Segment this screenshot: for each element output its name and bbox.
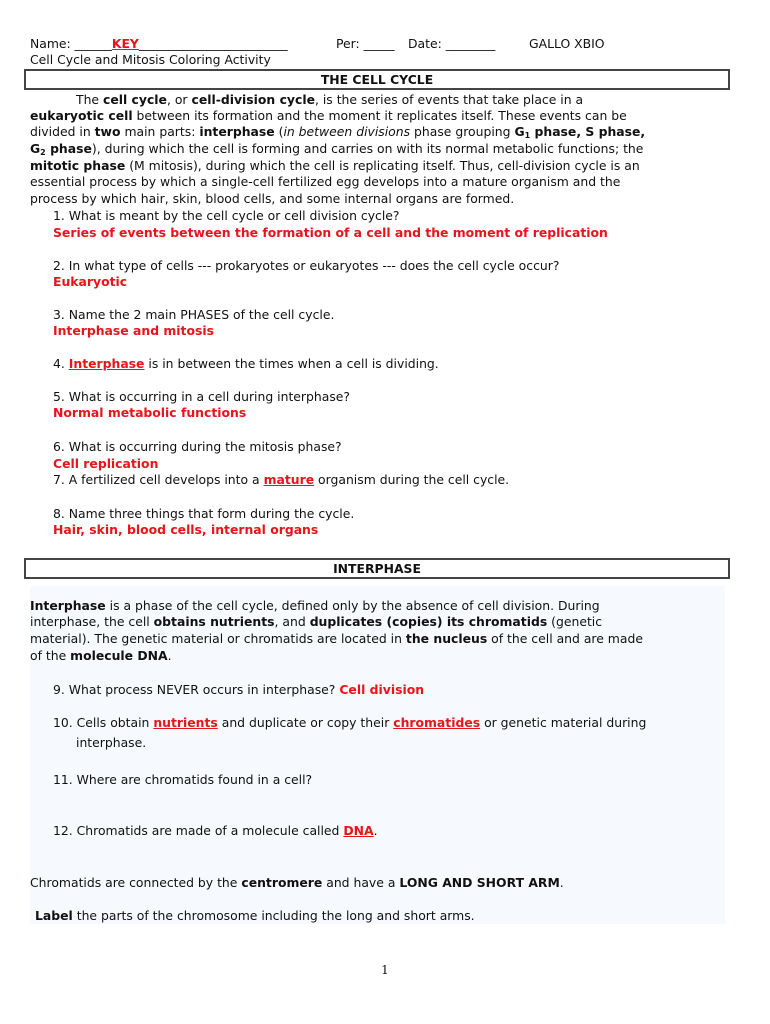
section-title-cell-cycle: THE CELL CYCLE: [24, 69, 730, 90]
intro-line-5: mitotic phase (M mitosis), during which the cell is replicating itself. Thus, cell-division cycle is an: [30, 158, 640, 173]
interphase-line-4: of the molecule DNA.: [30, 648, 172, 663]
question-6: 6. What is occurring during the mitosis phase?: [53, 439, 342, 454]
name-line: [30, 36, 288, 51]
interphase-line-2: interphase, the cell obtains nutrients, and duplicates (copies) its chromatids (genetic: [30, 614, 603, 629]
date-field: Date: ________: [408, 36, 496, 51]
question-5: 5. What is occurring in a cell during interphase?: [53, 389, 350, 404]
intro-line-7: process by which hair, skin, blood cells, and some internal organs are formed.: [30, 191, 515, 206]
interphase-line-1: Interphase is a phase of the cell cycle, defined only by the absence of cell division. During: [30, 598, 600, 613]
answer-4: Interphase: [68, 356, 145, 371]
name-label: Name: ______: [30, 36, 112, 51]
answer-8: Hair, skin, blood cells, internal organs: [53, 522, 319, 537]
centromere-statement: Chromatids are connected by the centromere and have a LONG AND SHORT ARM.: [30, 875, 564, 890]
intro-line-1: The cell cycle, or cell-division cycle, is the series of events that take place in a: [76, 92, 584, 107]
answer-9: Cell division: [339, 682, 425, 697]
question-11: 11. Where are chromatids found in a cell?: [53, 772, 313, 787]
answer-3: Interphase and mitosis: [53, 323, 214, 338]
answer-key-label: KEY: [111, 36, 139, 51]
page-number: 1: [381, 963, 389, 977]
question-2: 2. In what type of cells --- prokaryotes or eukaryotes --- does the cell cycle occur?: [53, 258, 560, 273]
course-name: GALLO XBIO: [529, 36, 605, 51]
question-10: 10. Cells obtain nutrients and duplicate or copy their chromatides or genetic material during: [53, 715, 647, 730]
intro-line-3: divided in two main parts: interphase (in between divisions phase grouping $G_1$ phase, S phase,: [30, 124, 646, 140]
question-4: 4. Interphase is in between the times when a cell is dividing.: [53, 356, 439, 371]
answer-6: Cell replication: [53, 456, 159, 471]
question-8: 8. Name three things that form during the cycle.: [53, 506, 355, 521]
label-instruction: Label the parts of the chromosome including the long and short arms.: [35, 908, 475, 923]
intro-line-6: essential process by which a single-cell fertilized egg develops into a mature organism and the: [30, 174, 621, 189]
intro-line-2: eukaryotic cell between its formation and the moment it replicates itself. These events can be: [30, 108, 627, 123]
question-9: 9. What process NEVER occurs in interphase? Cell division: [53, 682, 425, 697]
question-10-continued: interphase.: [76, 735, 147, 750]
answer-10a: nutrients: [153, 715, 218, 730]
section-title-interphase: INTERPHASE: [24, 558, 730, 579]
question-7: 7. A fertilized cell develops into a mature organism during the cell cycle.: [53, 472, 510, 487]
answer-7: mature: [263, 472, 315, 487]
name-blank: ________________________: [138, 36, 288, 51]
answer-5: Normal metabolic functions: [53, 405, 247, 420]
question-1: 1. What is meant by the cell cycle or cell division cycle?: [53, 208, 400, 223]
answer-12: DNA: [343, 823, 374, 838]
question-12: 12. Chromatids are made of a molecule called DNA.: [53, 823, 378, 838]
answer-2: Eukaryotic: [53, 274, 128, 289]
intro-line-4: $G_2$ phase), during which the cell is forming and carries on with its normal metabolic functions; the: [30, 141, 644, 157]
answer-1: Series of events between the formation of a cell and the moment of replication: [53, 225, 608, 240]
interphase-line-3: material). The genetic material or chromatids are located in the nucleus of the cell and are made: [30, 631, 643, 646]
question-3: 3. Name the 2 main PHASES of the cell cycle.: [53, 307, 335, 322]
period-field: Per: _____: [336, 36, 395, 51]
activity-title: Cell Cycle and Mitosis Coloring Activity: [30, 52, 271, 67]
answer-10b: chromatides: [393, 715, 481, 730]
